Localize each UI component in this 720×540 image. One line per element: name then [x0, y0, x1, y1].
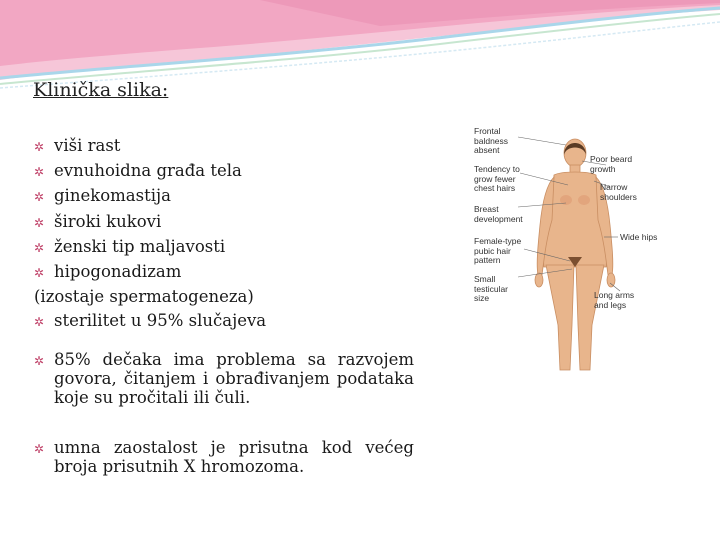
list-item: ✲ hipogonadizam — [34, 260, 424, 285]
figure-label-left: Female-type pubic hair pattern — [474, 236, 522, 265]
figure-label-right: Narrow shoulders — [600, 182, 637, 202]
figure-label-left: Frontal baldness absent — [474, 126, 509, 155]
paragraph-speech: ✲ 85% dečaka ima problema sa razvojem govora, čitanjem i obrađivanjem podataka koje su pročitali ili čuli. — [34, 350, 414, 407]
bullet-icon: ✲ — [34, 190, 45, 205]
list-item: ✲ viši rast — [34, 134, 424, 159]
figure-label-right: Poor beard growth — [590, 154, 633, 174]
slide-title: Klinička slika: — [33, 79, 169, 101]
list-item: ✲ široki kukovi — [34, 210, 424, 235]
figure-label-right: Wide hips — [620, 232, 658, 242]
figure-label-left: Small testicular size — [474, 274, 509, 303]
paragraph-intellect: ✲ umna zaostalost je prisutna kod većeg broja prisutnih X hromozoma. — [34, 438, 414, 476]
list-item: ✲ evnuhoidna građa tela — [34, 159, 424, 184]
anatomy-figure — [470, 125, 680, 378]
list-item-continuation: (izostaje spermatogeneza) — [34, 287, 254, 307]
bullet-icon: ✲ — [34, 315, 45, 330]
list-item: ✲ sterilitet u 95% slučajeva — [34, 309, 424, 334]
symptom-list — [34, 134, 424, 335]
bullet-icon: ✲ — [34, 442, 45, 456]
bullet-icon: ✲ — [34, 215, 45, 230]
list-item: ✲ ginekomastija — [34, 184, 424, 209]
bullet-icon: ✲ — [34, 266, 45, 281]
bullet-icon: ✲ — [34, 140, 45, 154]
figure-label-right: Long arms and legs — [594, 290, 635, 310]
figure-label-left: Breast development — [474, 204, 523, 224]
bullet-icon: ✲ — [34, 354, 45, 368]
list-item: ✲ ženski tip maljavosti — [34, 235, 424, 260]
figure-label-left: Tendency to grow fewer chest hairs — [474, 164, 520, 193]
bullet-icon: ✲ — [34, 165, 45, 180]
bullet-icon: ✲ — [34, 240, 45, 255]
